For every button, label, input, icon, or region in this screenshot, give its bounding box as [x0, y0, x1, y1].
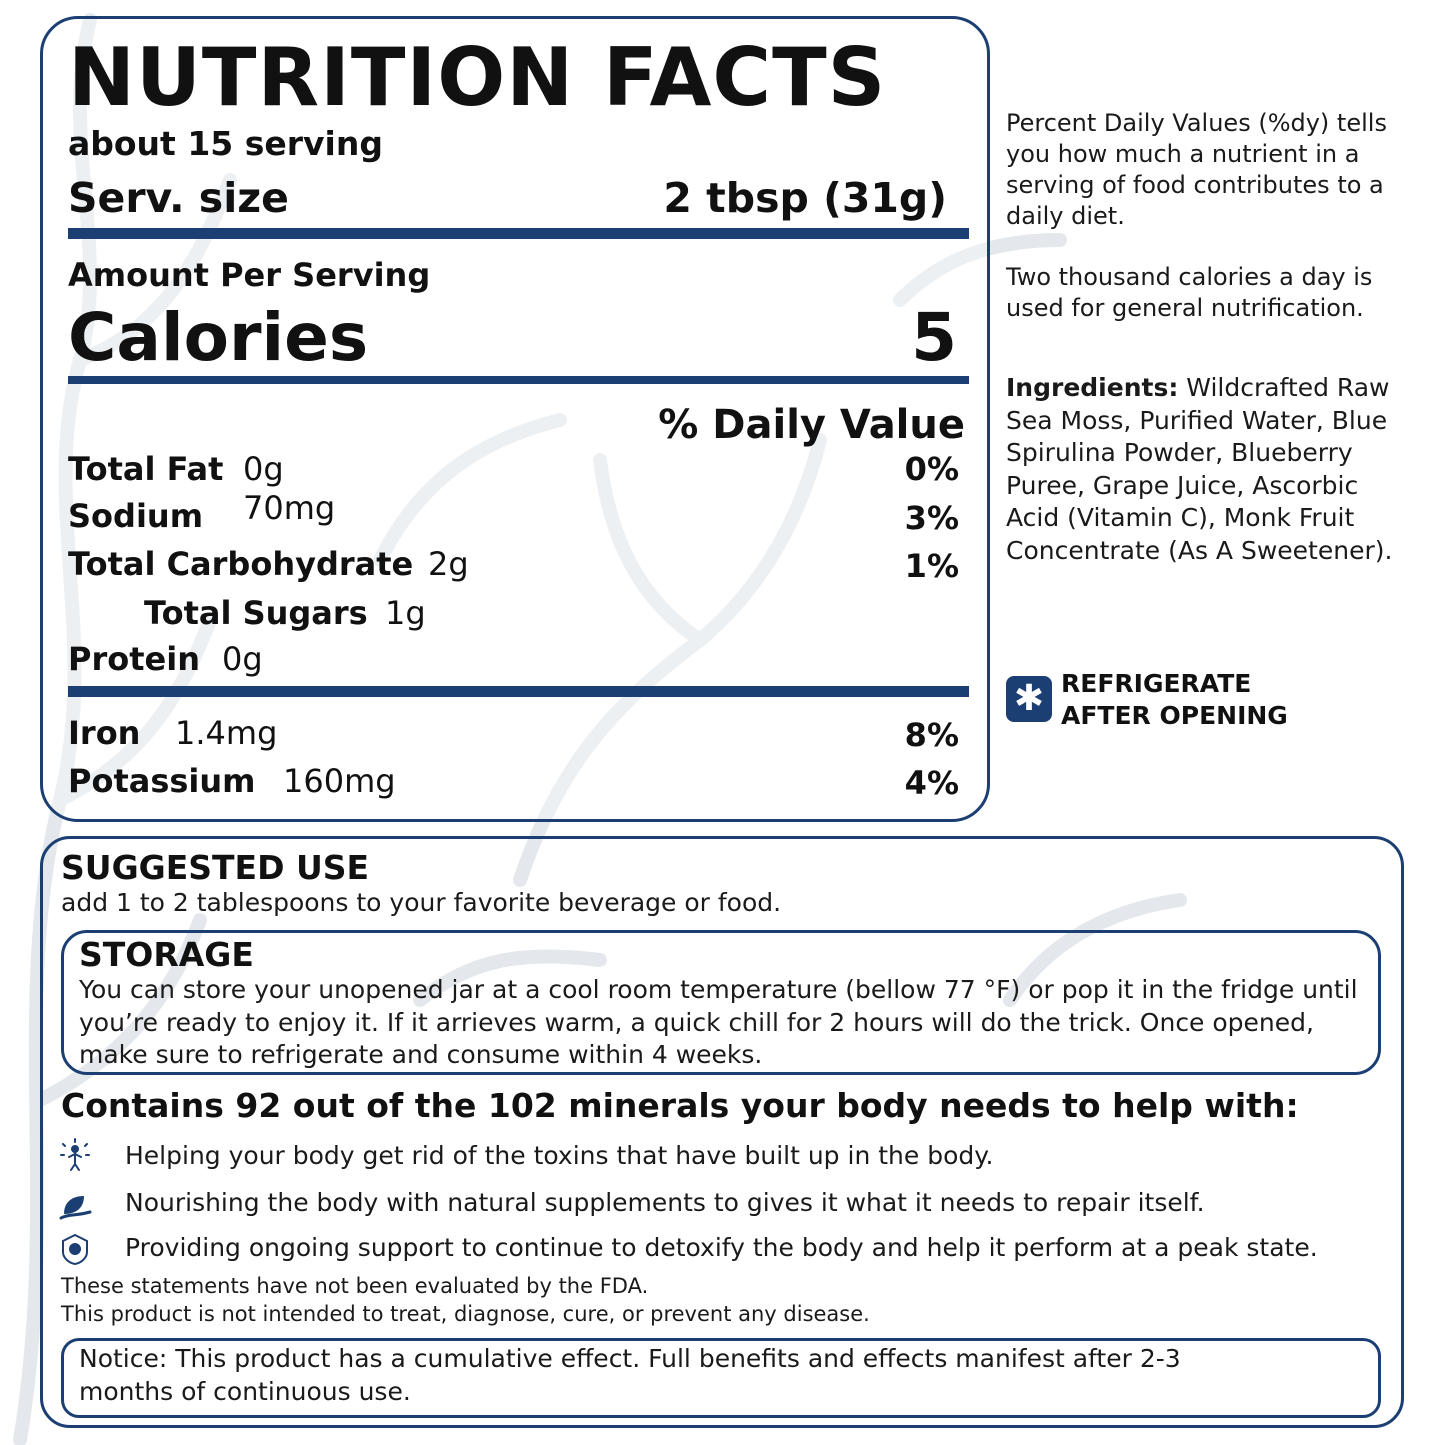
benefit-text-1: Helping your body get rid of the toxins that have built up in the body.: [125, 1141, 994, 1170]
sparkle-figure-icon: [58, 1138, 92, 1172]
refrigerate-line-1: REFRIGERATE: [1061, 669, 1252, 698]
nutrient-label-protein: Protein: [68, 640, 200, 678]
nutrition-facts-title: NUTRITION FACTS: [68, 31, 887, 124]
fda-disclaimer-line-2: This product is not intended to treat, diagnose, cure, or prevent any disease.: [61, 1302, 870, 1326]
storage-title: STORAGE: [79, 935, 254, 974]
fda-disclaimer-line-1: These statements have not been evaluated by the FDA.: [61, 1274, 649, 1298]
nutrient-label-potassium: Potassium: [68, 762, 256, 800]
amount-per-serving-label: Amount Per Serving: [68, 256, 431, 294]
nutrient-pct-iron: 8%: [904, 716, 959, 754]
serving-size-value: 2 tbsp (31g): [663, 174, 947, 222]
suggested-use-title: SUGGESTED USE: [61, 848, 370, 887]
shield-icon: [58, 1232, 92, 1266]
nutrient-pct-total-fat: 0%: [904, 450, 959, 488]
medium-divider: [68, 376, 969, 384]
nutrient-label-iron: Iron: [68, 714, 141, 752]
notice-text: Notice: This product has a cumulative effect. Full benefits and effects manifest after 2-3 months of continuous use.: [79, 1344, 1181, 1406]
nutrient-label-total-fat: Total Fat: [68, 450, 224, 488]
calories-label: Calories: [68, 299, 369, 376]
daily-value-header: % Daily Value: [658, 402, 965, 448]
nutrient-label-total-carbohydrate: Total Carbohydrate: [68, 545, 414, 583]
nutrient-pct-sodium: 3%: [904, 499, 959, 537]
thick-divider: [68, 228, 969, 239]
nutrient-amount-total-fat: 0g: [243, 450, 284, 488]
ingredients-block: [1006, 372, 1406, 567]
calories-value: 5: [911, 299, 957, 376]
benefit-text-2: Nourishing the body with natural supplements to gives it what it needs to repair itself.: [125, 1188, 1205, 1217]
nutrient-amount-protein: 0g: [222, 640, 263, 678]
storage-text: You can store your unopened jar at a cool room temperature (bellow 77 °F) or pop it in the fridge until you’re ready to enjoy it. If it arrieves warm, a quick chill for 2 hours will do the trick. Once opened, make sure to refrigerate and consume within 4 weeks.: [79, 975, 1358, 1069]
snowflake-icon: ✱: [1006, 676, 1052, 722]
nutrient-label-total-sugars: Total Sugars: [144, 594, 368, 632]
leaf-hand-icon: [58, 1188, 92, 1222]
nutrient-amount-sodium: 70mg: [243, 489, 336, 527]
thick-divider-minerals: [68, 686, 969, 697]
benefit-text-3: Providing ongoing support to continue to detoxify the body and help it perform at a peak state.: [125, 1233, 1318, 1262]
nutrient-pct-total-carbohydrate: 1%: [904, 547, 959, 585]
minerals-heading: Contains 92 out of the 102 minerals your body needs to help with:: [61, 1086, 1299, 1125]
refrigerate-line-2: AFTER OPENING: [1061, 701, 1288, 730]
nutrient-amount-total-sugars: 1g: [385, 594, 426, 632]
nutrient-label-sodium: Sodium: [68, 497, 204, 535]
nutrient-amount-potassium: 160mg: [283, 762, 396, 800]
nutrient-pct-potassium: 4%: [904, 764, 959, 802]
ingredients-text: Wildcrafted Raw Sea Moss, Purified Water, Blue Spirulina Powder, Blueberry Puree, Grape Juice, Ascorbic Acid (Vitamin C), Monk Fruit Concentrate (As A Sweetener).: [1006, 373, 1393, 565]
suggested-use-text: add 1 to 2 tablespoons to your favorite beverage or food.: [61, 888, 782, 917]
nutrient-amount-total-carbohydrate: 2g: [428, 545, 469, 583]
refrigerate-note: [1061, 668, 1288, 732]
servings-per-container: about 15 serving: [68, 124, 383, 163]
serving-size-label: Serv. size: [68, 174, 289, 222]
nutrient-amount-iron: 1.4mg: [175, 714, 278, 752]
ingredients-label: Ingredients:: [1006, 373, 1179, 402]
daily-value-explanation: Percent Daily Values (%dy) tells you how much a nutrient in a serving of food contributes to a daily diet.: [1006, 109, 1387, 230]
calorie-explanation: Two thousand calories a day is used for general nutrification.: [1006, 263, 1373, 322]
